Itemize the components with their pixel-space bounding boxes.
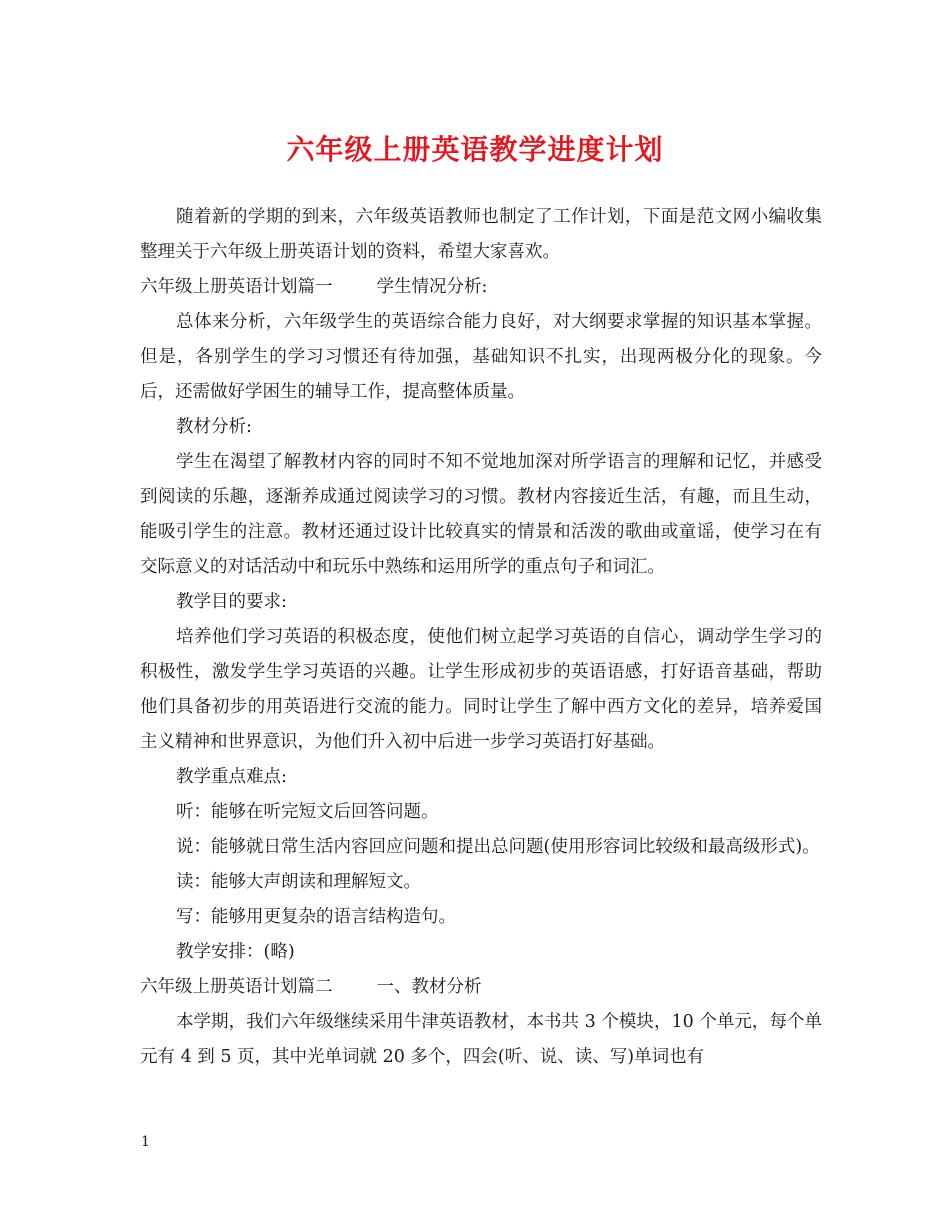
paragraph: 本学期，我们六年级继续采用牛津英语教材，本书共 3 个模块，10 个单元，每个单元有 4 到 5 页，其中光单词就 20 多个，四会(听、说、读、写)单词也有	[140, 1012, 822, 1067]
list-item: 说：能够就日常生活内容回应问题和提出总问题(使用形容词比较级和最高级形式)。	[176, 837, 820, 857]
paragraph: 学生在渴望了解教材内容的同时不知不觉地加深对所学语言的理解和记忆，并感受到阅读的乐趣，逐渐养成通过阅读学习的习惯。教材内容接近生活，有趣，而且生动，能吸引学生的注意。教材还通过设计比较真实的情景和活泼的歌曲或童谣，使学习在有交际意义的对话活动中和玩乐中熟练和运用所学的重点句子和词汇。	[140, 452, 822, 577]
section-heading	[140, 970, 822, 1005]
list-item: 读：能够大声朗读和理解短文。	[176, 872, 421, 892]
document-body	[140, 200, 822, 1075]
document-title: 六年级上册英语教学进度计划	[286, 133, 664, 166]
subheading: 教学重点难点:	[176, 767, 287, 787]
section-title: 六年级上册英语计划篇二	[140, 977, 333, 997]
subheading: 教学目的要求:	[176, 592, 287, 612]
subheading: 教材分析:	[176, 417, 252, 437]
paragraph: 总体来分析，六年级学生的英语综合能力良好，对大纲要求掌握的知识基本掌握。但是，各别学生的学习习惯还有待加强，基础知识不扎实，出现两极分化的现象。今后，还需做好学困生的辅导工作，提高整体质量。	[140, 312, 822, 402]
paragraph: 随着新的学期的到来，六年级英语教师也制定了工作计划，下面是范文网小编收集整理关于六年级上册英语计划的资料，希望大家喜欢。	[140, 207, 822, 262]
section-title: 六年级上册英语计划篇一	[140, 277, 333, 297]
section-heading	[140, 270, 822, 305]
section-subtitle: 学生情况分析:	[376, 277, 488, 297]
list-item: 写：能够用更复杂的语言结构造句。	[176, 907, 456, 927]
page-number: 1	[141, 1134, 150, 1150]
section-subtitle: 一、教材分析	[376, 977, 482, 997]
list-item: 听：能够在听完短文后回答问题。	[176, 802, 439, 822]
paragraph: 教学安排：(略)	[176, 942, 295, 962]
paragraph: 培养他们学习英语的积极态度，使他们树立起学习英语的自信心，调动学生学习的积极性，激发学生学习英语的兴趣。让学生形成初步的英语语感，打好语音基础，帮助他们具备初步的用英语进行交流的能力。同时让学生了解中西方文化的差异，培养爱国主义精神和世界意识，为他们升入初中后进一步学习英语打好基础。	[140, 627, 822, 752]
